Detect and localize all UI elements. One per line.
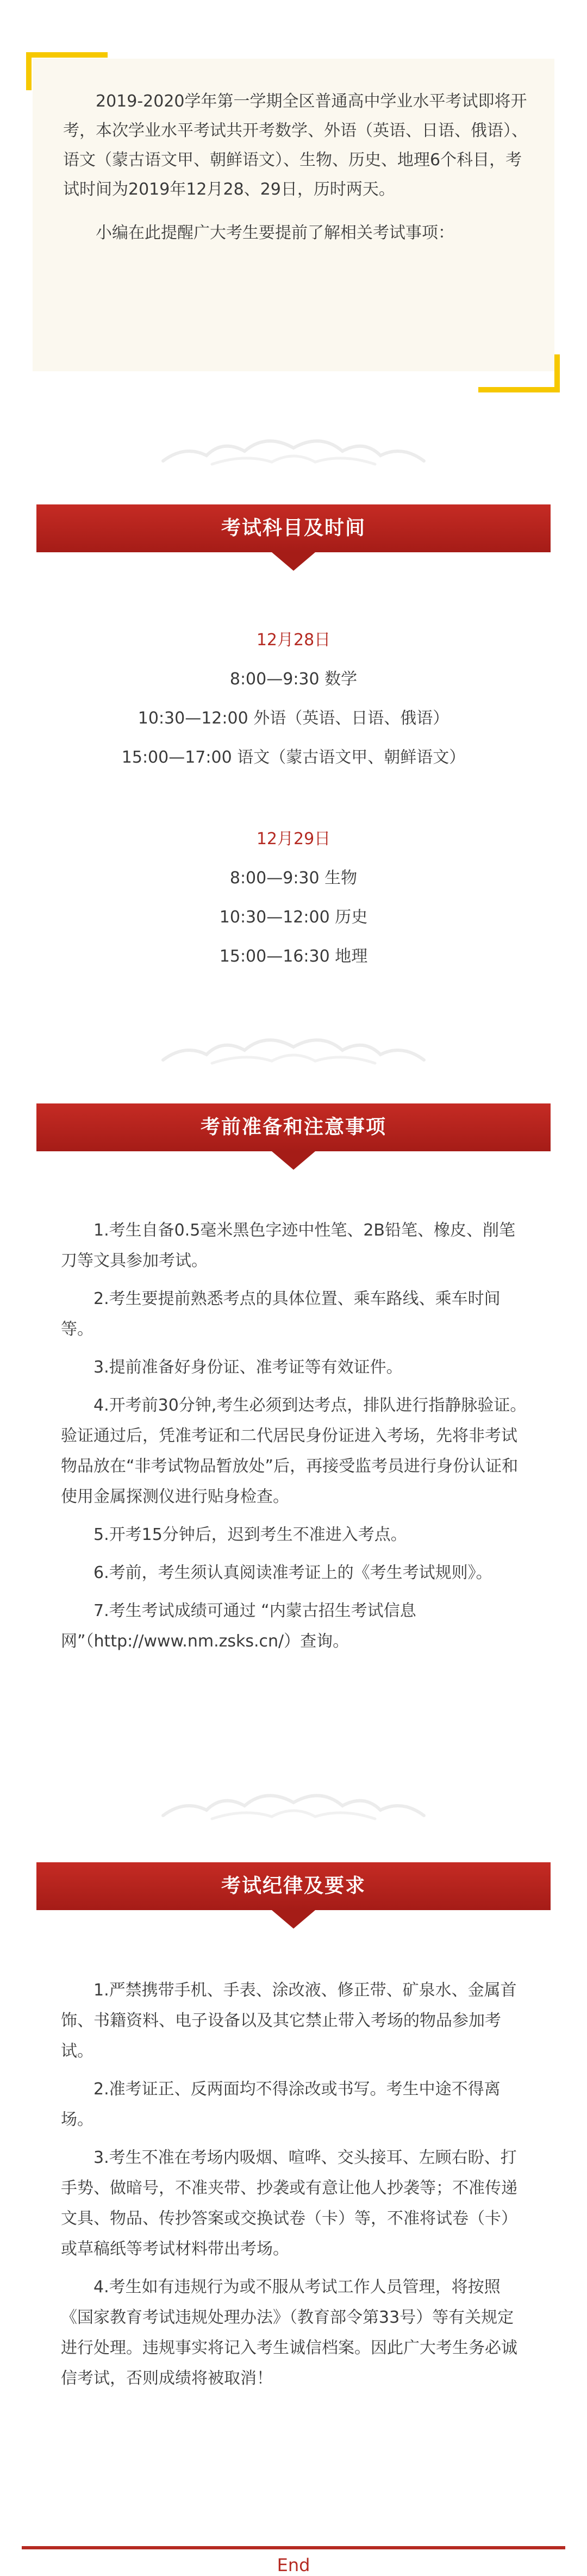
schedule-item: 15:00—16:30 地理 [219,947,368,966]
end-divider [22,2546,565,2549]
list-item: 1.严禁携带手机、手表、涂改液、修正带、矿泉水、金属首饰、书籍资料、电子设备以及其它禁止带入考场的物品参加考试。 [61,1981,517,2061]
list-item: 6.考前，考生须认真阅读准考证上的《考生考试规则》。 [93,1563,492,1582]
schedule-item: 8:00—9:30 生物 [229,869,358,888]
schedule-day2 [0,825,587,966]
cloud-ornament-icon [152,423,435,472]
cloud-ornament-icon [152,1022,435,1071]
schedule-date: 12月28日 [256,631,331,650]
schedule-date: 12月29日 [256,829,331,849]
intro-paragraph: 2019-2020学年第一学期全区普通高中学业水平考试即将开考，本次学业水平考试共开考数学、外语（英语、日语、俄语）、语文（蒙古语文甲、朝鲜语文）、生物、历史、地理6个科目，考试时间为2019年12月28、29日，历时两天。 [63,92,528,199]
schedule-item: 10:30—12:00 历史 [219,908,368,927]
schedule-item: 10:30—12:00 外语（英语、日语、俄语） [138,709,449,728]
list-item: 4.开考前30分钟,考生必须到达考点，排队进行指静脉验证。验证通过后，凭准考证和二代居民身份证进入考场，先将非考试物品放在“非考试物品暂放处”后，再接受监考员进行身份认证和使用金属探测仪进行贴身检查。 [61,1396,527,1506]
list-item: 4.考生如有违规行为或不服从考试工作人员管理，将按照《国家教育考试违规处理办法》（教育部令第33号）等有关规定进行处理。违规事实将记入考生诚信档案。因此广大考生务必诚信考试，否则成绩将被取消！ [61,2278,517,2388]
schedule-day1 [0,626,587,767]
list-item: 7.考生考试成绩可通过 “内蒙古招生考试信息网”（http://www.nm.zsks.cn/）查询。 [61,1601,416,1651]
cloud-ornament-icon [152,1777,435,1826]
corner-bottom-right [478,387,560,392]
rules-list [61,1975,528,2402]
list-item: 5.开考15分钟后，迟到考生不准进入考点。 [93,1525,407,1544]
end-label: End [277,2555,310,2575]
schedule-item: 8:00—9:30 数学 [229,670,358,689]
prep-list [61,1215,528,1664]
section-banner-prep [36,1103,551,1151]
section-title-rules: 考试纪律及要求 [221,1875,366,1897]
section-banner-rules [36,1862,551,1910]
list-item: 1.考生自备0.5毫米黑色字迹中性笔、2B铅笔、橡皮、削笔刀等文具参加考试。 [61,1221,516,1270]
section-banner-schedule [36,504,551,552]
list-item: 2.准考证正、反两面均不得涂改或书写。考生中途不得离场。 [61,2080,501,2129]
list-item: 3.提前准备好身份证、准考证等有效证件。 [93,1358,403,1377]
list-item: 3.考生不准在考场内吸烟、喧哗、交头接耳、左顾右盼、打手势、做暗号，不准夹带、抄袭或有意让他人抄袭等；不准传递文具、物品、传抄答案或交换试卷（卡）等，不准将试卷（卡）或草稿纸等考试材料带出考场。 [61,2148,517,2259]
section-title-prep: 考前准备和注意事项 [200,1116,386,1138]
banner-notch [272,552,315,571]
corner-bottom-right-vertical [554,354,560,392]
intro-text [63,87,528,248]
section-title-schedule: 考试科目及时间 [221,517,366,539]
list-item: 2.考生要提前熟悉考点的具体位置、乘车路线、乘车时间等。 [61,1289,501,1339]
intro-reminder: 小编在此提醒广大考生要提前了解相关考试事项： [96,223,454,242]
schedule-item: 15:00—17:00 语文（蒙古语文甲、朝鲜语文） [121,748,466,767]
corner-top-left [26,52,108,58]
banner-notch [272,1151,315,1170]
corner-top-left-vertical [26,52,32,90]
banner-notch [272,1910,315,1929]
